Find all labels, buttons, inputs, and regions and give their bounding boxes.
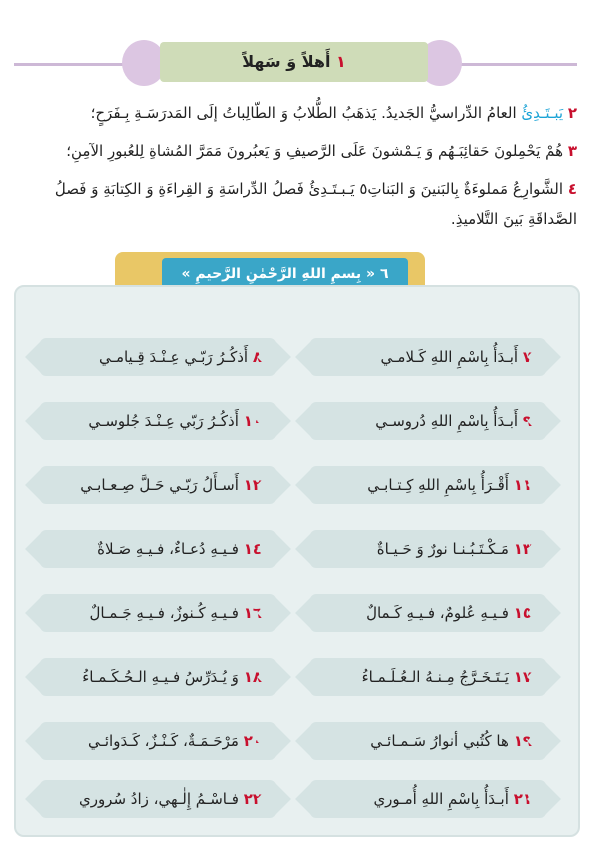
verse-13: ١٣ مَـكْـتَـبُـنـا نورٌ وَ حَـيـاةٌ [310, 530, 546, 568]
verse-12: ١٢ أَسـأَلُ رَبّـي حَـلَّ صِـعـابـي [40, 466, 276, 504]
verse-22: ٢٢ فـاسْـمُ إِلٰـهي، زادُ سُروري [40, 780, 276, 818]
verse-16: ١٦ فـيـهِ كُـنوزٌ، فـيـهِ جَـمـالٌ [40, 594, 276, 632]
verse-11: ١١ أَقْـرَأُ بِاسْمِ اللهِ كِـتـابـي [310, 466, 546, 504]
lesson-title-bar [0, 40, 591, 90]
verse-14: ١٤ فـيـهِ دُعـاءٌ، فـيـهِ صَـلاةٌ [40, 530, 276, 568]
verse-8: ٨ أَذكُـرُ رَبّـي عِـنْـدَ قِـيامـي [40, 338, 276, 376]
verse-21: ٢١ أَبـدَأُ بِاسْمِ اللهِ أُمـوري [310, 780, 546, 818]
verse-7: ٧ أَبـدَأُ بِاسْمِ اللهِ كَـلامـي [310, 338, 546, 376]
paragraph-3: ٤ الشَّوارِعُ مَملوءَةٌ بِالبَنينَ وَ البَناتِ٥ يَـبـتَـدِئُ فَصلُ الدِّراسَةِ وَ القِراءَةِ وَ الكِتابَةِ وَ فَصلُ الصَّداقَةِ بَينَ التَّلاميذِ. [54, 180, 577, 228]
verse-15: ١٥ فـيـهِ عُلومٌ، فـيـهِ كَـمالٌ [310, 594, 546, 632]
verse-18: ١٨ وَ يُـدَرِّسُ فـيـهِ الـحُـكَـمـاءُ [40, 658, 276, 696]
paragraph-2: ٣ هُمْ يَحْمِلونَ حَقائِبَـهُم وَ يَـمْشونَ عَلَى الرَّصيفِ وَ يَعبُرونَ مَمَرَّ المُشاةِ لِلعُبورِ الآمِنِ؛ [66, 142, 577, 160]
verse-9: ٩ أَبـدَأُ بِاسْمِ اللهِ دُروسـي [310, 402, 546, 440]
poem-header: ٦ « بِسمِ اللهِ الرَّحْمٰنِ الرَّحيمِ » [162, 258, 408, 290]
paragraph-1: ٢ يَبـتَـدِئُ العامُ الدِّراسيُّ الجَديدُ. يَذهَبُ الطُّلابُ وَ الطّالِباتُ إلَى المَدرَسَـةِ بِـفَرَحٍ؛ [90, 104, 577, 122]
verse-19: ١٩ ها كُتُبي أنوارُ سَـمـائـي [310, 722, 546, 760]
verse-10: ١٠ أَذكُـرُ رَبّي عِـنْـدَ جُلوسـي [40, 402, 276, 440]
lesson-title: ١ أَهلاً وَ سَهلاً [160, 42, 428, 82]
verse-20: ٢٠ مَرْحَـمَـةٌ، كَـنْـزٌ، كَـدَوائـي [40, 722, 276, 760]
verse-17: ١٧ يَـتَـخَـرَّجُ مِـنـهُ الـعُـلَـمـاءُ [310, 658, 546, 696]
